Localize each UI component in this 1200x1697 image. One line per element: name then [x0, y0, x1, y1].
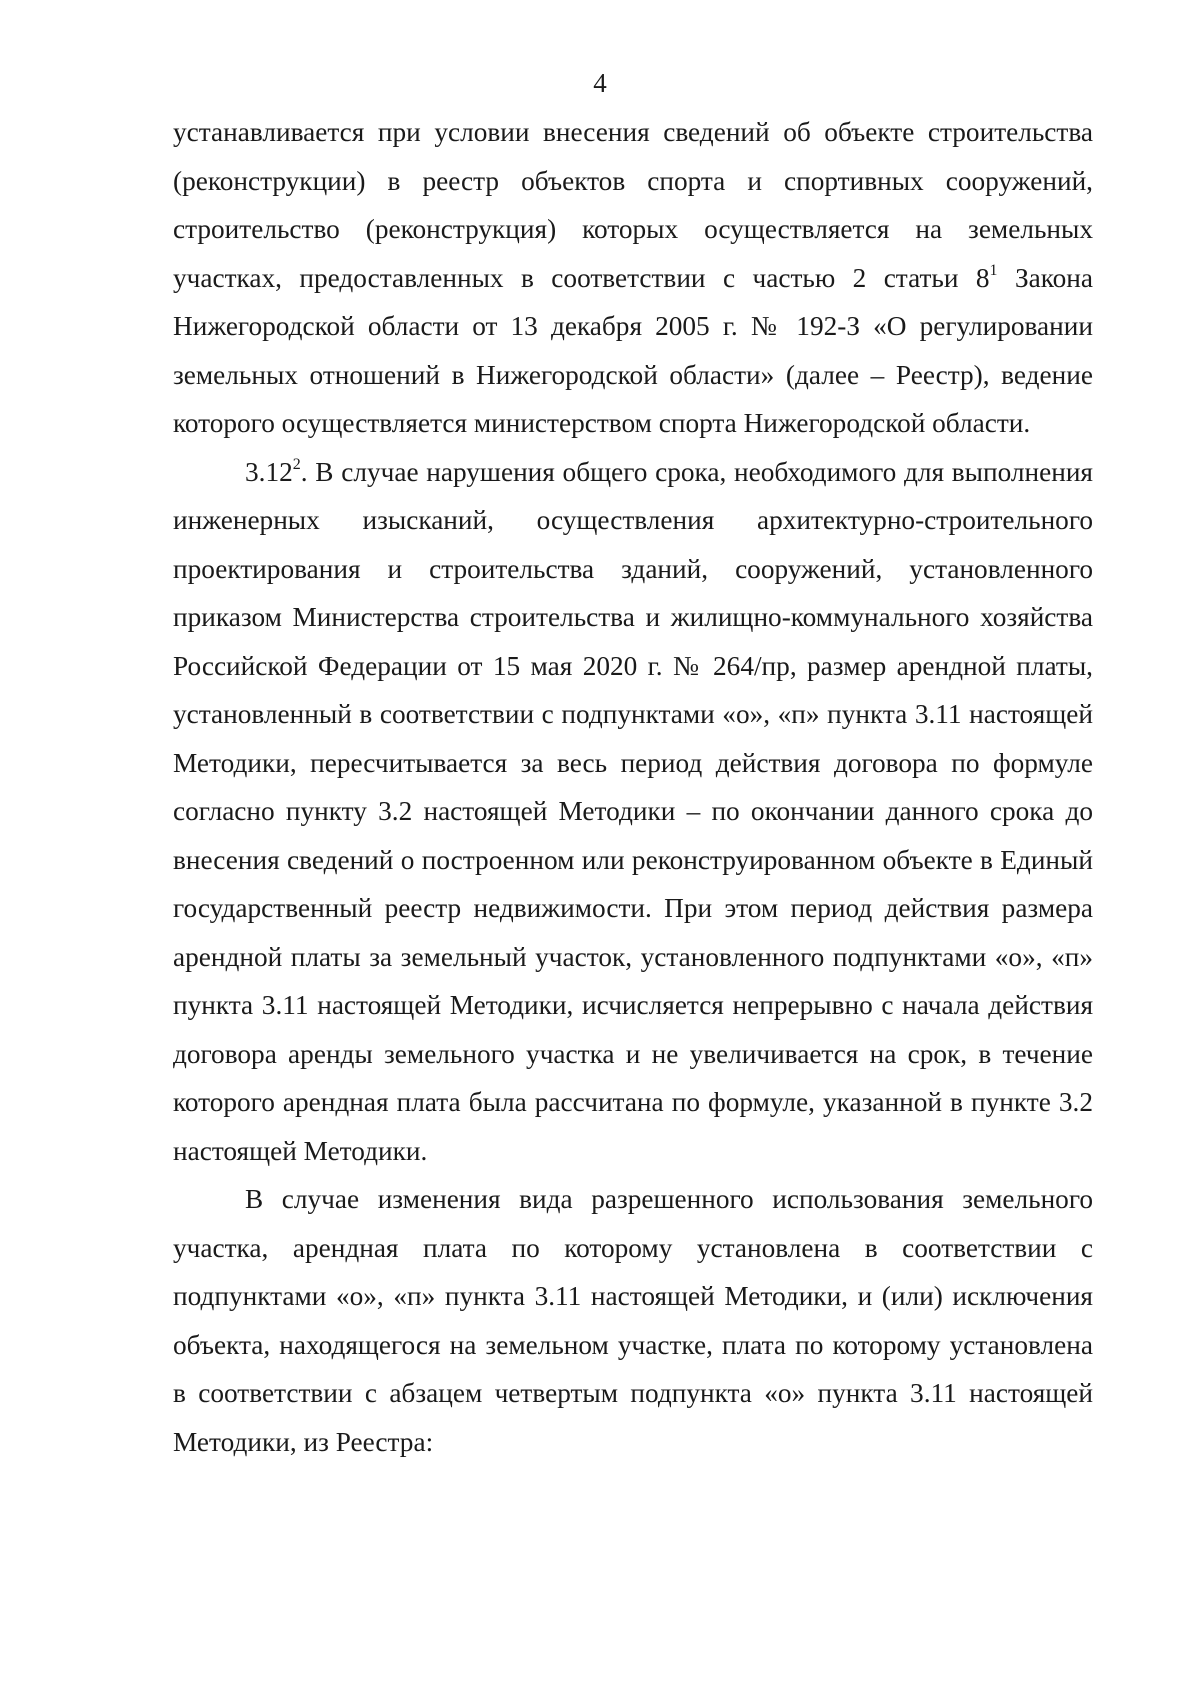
superscript-marker: 1: [989, 261, 998, 279]
clause-number: 3.12: [245, 456, 293, 487]
paragraph-text: Закона Нижегородской области от 13 декабря 2005 г. № 192-З «О регулировании земельных отношений в Нижегородской области» (далее – Реестр), ведение которого осуществляется министерством спорта Нижегородской области.: [173, 262, 1093, 438]
paragraph-text: устанавливается при условии внесения сведений об объекте строительства (реконструкции) в реестр объектов спорта и спортивных сооружений, строительство (реконструкция) которых осуществляется на земельных участках, предоставленных в соответствии с частью 2 статьи 8: [173, 117, 1093, 293]
paragraph-registry-condition: [173, 108, 1093, 448]
document-body: [173, 108, 1093, 1466]
paragraph-text: . В случае нарушения общего срока, необходимого для выполнения инженерных изысканий, осуществления архитектурно-строительного проектирования и строительства зданий, сооружений, установленного приказом Министерства строительства и жилищно-коммунального хозяйства Российской Федерации от 15 мая 2020 г. № 264/пр, размер арендной платы, установленный в соответствии с подпунктами «о», «п» пункта 3.11 настоящей Методики, пересчитывается за весь период действия договора по формуле согласно пункту 3.2 настоящей Методики – по окончании данного срока до внесения сведений о построенном или реконструированном объекте в Единый государственный реестр недвижимости. При этом период действия размера арендной платы за земельный участок, установленного подпунктами «о», «п» пункта 3.11 настоящей Методики, исчисляется непрерывно с начала действия договора аренды земельного участка и не увеличивается на срок, в течение которого арендная плата была рассчитана по формуле, указанной в пункте 3.2 настоящей Методики.: [173, 456, 1093, 1166]
paragraph-3-12-2: [173, 448, 1093, 1176]
paragraph-land-use-change: В случае изменения вида разрешенного использования земельного участка, арендная плата по которому установлена в соответствии с подпунктами «о», «п» пункта 3.11 настоящей Методики, и (или) исключения объекта, находящегося на земельном участке, плата по которому установлена в соответствии с абзацем четвертым подпункта «о» пункта 3.11 настоящей Методики, из Реестра:: [173, 1184, 1093, 1457]
superscript-marker: 2: [292, 455, 301, 473]
page-number: 4: [593, 68, 607, 98]
